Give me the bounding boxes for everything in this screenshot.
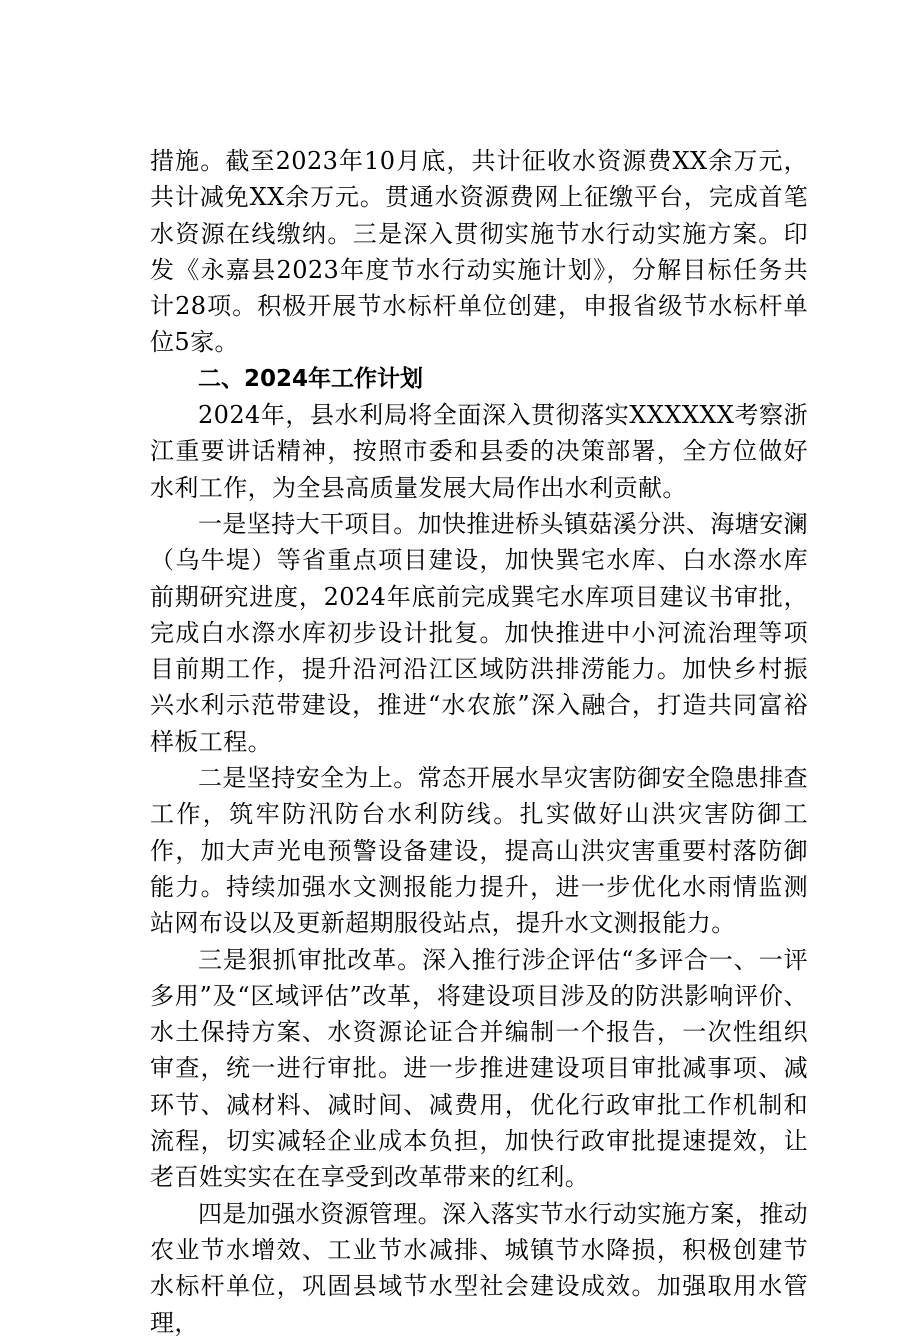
document-page — [150, 143, 808, 1341]
section-heading-work-plan: 二、2024年工作计划 — [198, 365, 424, 392]
paragraph-projects: 一是坚持大干项目。加快推进桥头镇菇溪分洪、海塘安澜（乌牛堤）等省重点项目建设，加快巽宅水库、白水漈水库前期研究进度，2024年底前完成巽宅水库项目建议书审批，完成白水漈水库初步设计批复。加快推进中小河流治理等项目前期工作，提升沿河沿江区域防洪排涝能力。加快乡村振兴水利示范带建设，推进“水农旅”深入融合，打造共同富裕样板工程。 — [150, 509, 808, 756]
paragraph-water-resources: 四是加强水资源管理。深入落实节水行动实施方案，推动农业节水增效、工业节水减排、城镇节水降损，积极创建节水标杆单位，巩固县域节水型社会建设成效。加强取用水管理， — [150, 1199, 808, 1337]
paragraph-approval-reform: 三是狠抓审批改革。深入推行涉企评估“多评合一、一评多用”及“区域评估”改革，将建设项目涉及的防洪影响评价、水土保持方案、水资源论证合并编制一个报告，一次性组织审查，统一进行审批。进一步推进建设项目审批减事项、减环节、减材料、减时间、减费用，优化行政审批工作机制和流程，切实减轻企业成本负担，加快行政审批提速提效，让老百姓实实在在享受到改革带来的红利。 — [150, 945, 808, 1192]
paragraph-intro-2024: 2024年，县水利局将全面深入贯彻落实XXXXXX考察浙江重要讲话精神，按照市委和县委的决策部署，全方位做好水利工作，为全县高质量发展大局作出水利贡献。 — [150, 401, 808, 502]
paragraph-continued: 措施。截至2023年10月底，共计征收水资源费XX余万元，共计减免XX余万元。贯通水资源费网上征缴平台，完成首笔水资源在线缴纳。三是深入贯彻实施节水行动实施方案。印发《永嘉县2023年度节水行动实施计划》，分解目标任务共计28项。积极开展节水标杆单位创建，申报省级节水标杆单位5家。 — [150, 147, 808, 357]
paragraph-safety: 二是坚持安全为上。常态开展水旱灾害防御安全隐患排查工作，筑牢防汛防台水利防线。扎实做好山洪灾害防御工作，加大声光电预警设备建设，提高山洪灾害重要村落防御能力。持续加强水文测报能力提升，进一步优化水雨情监测站网布设以及更新超期服役站点，提升水文测报能力。 — [150, 764, 808, 938]
